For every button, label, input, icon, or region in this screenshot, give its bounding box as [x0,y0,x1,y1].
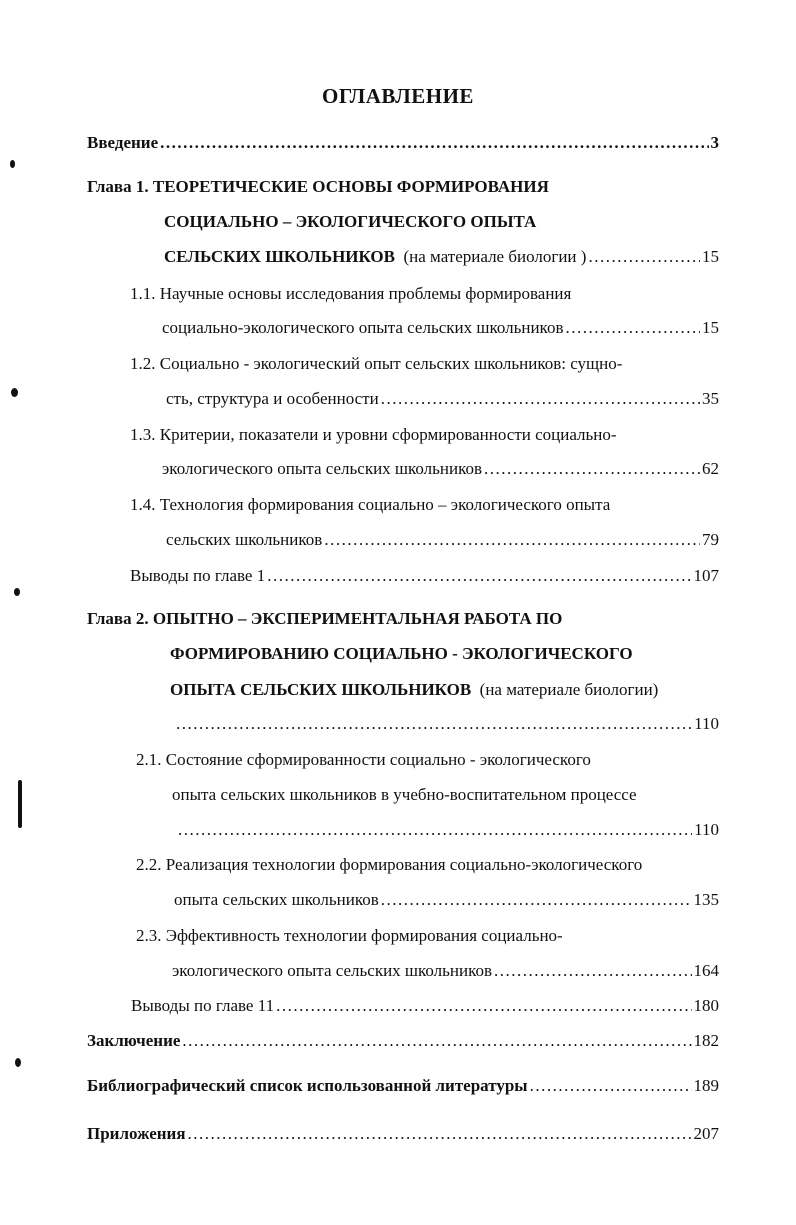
dot-leader [588,246,700,268]
page-number: 135 [693,890,719,909]
entry-label: сельских школьников [166,530,323,549]
page-number: 182 [693,1031,719,1050]
chapter-note: (на материале биологии) [479,680,659,699]
page-number: 62 [702,459,719,478]
entry-label: опыта сельских школьников в учебно-воспитательном процессе [172,785,637,804]
chapter-title-line: ОПЫТНО – ЭКСПЕРИМЕНТАЛЬНАЯ РАБОТА ПО [152,609,563,628]
entry-label: 1.2. Социально - экологический опыт сельских школьников: сущно- [130,354,623,373]
entry-label: экологического опыта сельских школьников [162,459,483,478]
chapter-1-heading-line2 [164,211,536,233]
page-number: 110 [694,714,719,733]
toc-entry-conclusion [87,1030,719,1052]
chapter-prefix: Глава 2. [87,609,149,628]
entry-label: 2.1. Состояние сформированности социально - экологического [136,750,591,769]
toc-entry-1-1-line2 [162,317,719,339]
chapter-1-heading-line3 [164,246,719,268]
scan-artifact [15,1058,21,1067]
page-number: 15 [702,318,719,337]
dot-leader [324,529,700,551]
entry-label: Выводы по главе 1 [130,566,266,585]
toc-entry-2-3-line2 [172,960,719,982]
toc-entry-2-2 [136,854,642,876]
entry-label: экологического опыта сельских школьников [172,961,493,980]
toc-entry-1-4-line2 [166,529,719,551]
page-number: 15 [702,247,719,266]
chapter-title-line: ФОРМИРОВАНИЮ СОЦИАЛЬНО - ЭКОЛОГИЧЕСКОГО [170,644,633,663]
page-number: 107 [693,566,719,585]
dot-leader [182,1030,691,1052]
toc-entry-1-2-line2 [166,388,719,410]
toc-entry-1-4 [130,494,610,516]
entry-label: 1.1. Научные основы исследования проблемы формирования [130,284,572,303]
chapter-title-line: ТЕОРЕТИЧЕСКИЕ ОСНОВЫ ФОРМИРОВАНИЯ [152,177,549,196]
entry-label: Библиографический список использованной литературы [87,1076,528,1095]
scan-artifact [11,388,18,397]
toc-entry-1-3-line2 [162,458,719,480]
toc-entry-conclusions-1 [130,565,719,587]
toc-entry-1-1 [130,283,571,305]
dot-leader [188,1123,692,1145]
chapter-title-line: СОЦИАЛЬНО – ЭКОЛОГИЧЕСКОГО ОПЫТА [164,212,537,231]
entry-label: 1.4. Технология формирования социально – экологического опыта [130,495,611,514]
toc-entry-2-1-leader [176,819,719,841]
toc-entry-2-1-line2 [172,784,637,806]
chapter-2-heading [87,608,562,630]
dot-leader [176,713,692,735]
entry-label: 1.3. Критерии, показатели и уровни сформированности социально- [130,425,617,444]
page-title: ОГЛАВЛЕНИЕ [322,84,474,108]
dot-leader [494,960,691,982]
toc-entry-bibliography [87,1075,719,1097]
scan-artifact [18,780,22,828]
scan-artifact [14,588,20,596]
toc-entry-2-3 [136,925,563,947]
entry-label: 2.2. Реализация технологии формирования социально-экологического [136,855,643,874]
dot-leader [484,458,700,480]
chapter-2-heading-line3 [170,679,658,701]
toc-entry-conclusions-2 [131,995,719,1017]
entry-label: Приложения [87,1124,186,1143]
chapter-title-line: СЕЛЬСКИХ ШКОЛЬНИКОВ [164,247,395,266]
dot-leader [381,889,692,911]
entry-label: Введение [87,133,159,152]
dot-leader [160,132,708,154]
page-number: 164 [693,961,719,980]
dot-leader [530,1075,692,1097]
chapter-prefix: Глава 1. [87,177,149,196]
entry-label: Выводы по главе 11 [131,996,275,1015]
page-number: 35 [702,389,719,408]
chapter-2-leader-line [174,713,719,735]
toc-entry-1-2 [130,353,622,375]
page-number: 180 [693,996,719,1015]
page-number: 189 [693,1076,719,1095]
entry-label: опыта сельских школьников [174,890,379,909]
toc-entry-2-2-line2 [174,889,719,911]
entry-label: 2.3. Эффективность технологии формирования социально- [136,926,563,945]
dot-leader [178,819,692,841]
page-number: 110 [694,820,719,839]
entry-label: Заключение [87,1031,181,1050]
page-number: 207 [693,1124,719,1143]
chapter-1-heading [87,176,549,198]
toc-entry-appendices [87,1123,719,1145]
dot-leader [267,565,691,587]
chapter-title-line: ОПЫТА СЕЛЬСКИХ ШКОЛЬНИКОВ [170,680,472,699]
toc-entry-intro [87,132,719,154]
scan-artifact [10,160,15,168]
entry-label: социально-экологического опыта сельских школьников [162,318,564,337]
page-number: 3 [710,133,719,152]
dot-leader [381,388,700,410]
page-number: 79 [702,530,719,549]
toc-entry-2-1 [136,749,591,771]
toc-entry-1-3 [130,424,617,446]
entry-label: сть, структура и особенности [166,389,379,408]
dot-leader [565,317,700,339]
chapter-2-heading-line2 [170,643,633,665]
chapter-note: (на материале биологии ) [403,247,587,266]
dot-leader [276,995,691,1017]
